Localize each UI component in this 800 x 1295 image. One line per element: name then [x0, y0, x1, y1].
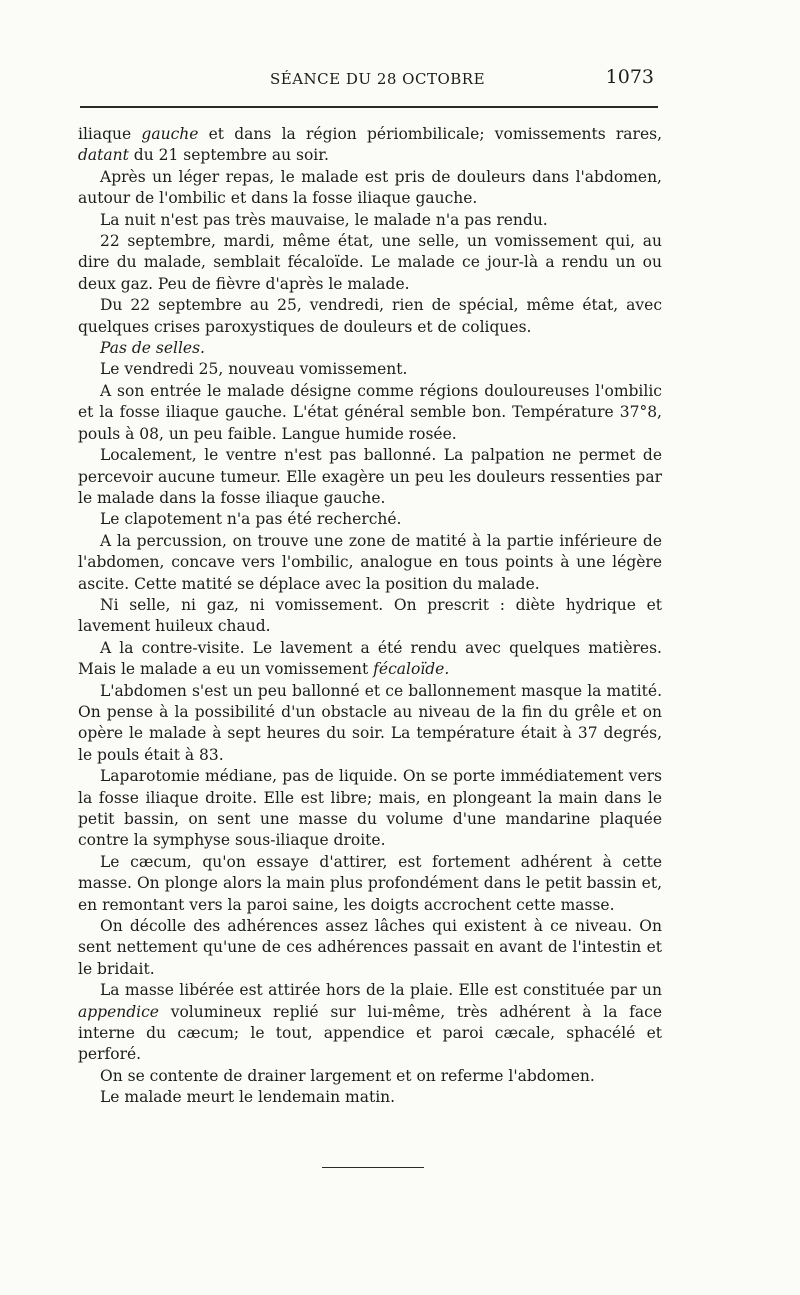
- italic-run: Pas de selles.: [100, 339, 205, 358]
- paragraph: Le clapotement n'a pas été recherché.: [100, 510, 402, 529]
- body-text: [78, 124, 662, 1109]
- paragraph: Après un léger repas, le malade est pris de douleurs dans l'abdomen, autour de l'ombilic et dans la fosse iliaque gauche.: [78, 167, 662, 208]
- paragraph: Laparotomie médiane, pas de liquide. On se porte immédiatement vers la fosse iliaque droite. Elle est libre; mais, en plongeant la main dans le petit bassin, on sent une masse du volume d'une mandarine plaquée contre la symphyse sous-iliaque droite.: [78, 767, 662, 850]
- paragraph: Ni selle, ni gaz, ni vomissement. On prescrit : diète hydrique et lavement huileux chaud.: [78, 595, 662, 636]
- paragraph: On se contente de drainer largement et on referme l'abdomen.: [100, 1066, 595, 1085]
- end-rule: [322, 1167, 424, 1168]
- running-title: SÉANCE DU 28 OCTOBRE: [270, 70, 486, 88]
- paragraph: La nuit n'est pas très mauvaise, le malade n'a pas rendu.: [100, 210, 548, 229]
- italic-run: datant: [78, 146, 129, 165]
- text-run: et dans la région périombilicale; vomissements rares,: [198, 125, 662, 143]
- paragraph: L'abdomen s'est un peu ballonné et ce ballonnement masque la matité. On pense à la possibilité d'un obstacle au niveau de la fin du grêle et on opère le malade à sept heures du soir. La température était à 37 degrés, le pouls était à 83.: [78, 681, 662, 764]
- paragraph: Localement, le ventre n'est pas ballonné. La palpation ne permet de percevoir aucune tumeur. Elle exagère un peu les douleurs ressenties par le malade dans la fosse iliaque gauche.: [78, 446, 662, 507]
- paragraph: Le vendredi 25, nouveau vomissement.: [100, 360, 408, 379]
- header-rule: [80, 106, 658, 108]
- paragraph: [78, 338, 662, 359]
- text-run: A la contre-visite. Le lavement a été rendu avec quelques matières. Mais le malade a eu un vomissement: [78, 638, 662, 679]
- italic-run: gauche: [141, 125, 199, 143]
- paragraph: [78, 124, 662, 167]
- text-run: La masse libérée est attirée hors de la plaie. Elle est constituée par un: [100, 981, 662, 1000]
- paragraph: On décolle des adhérences assez lâches qui existent à ce niveau. On sent nettement qu'une de ces adhérences passait en avant de l'intestin et le bridait.: [78, 917, 662, 978]
- paragraph: Le malade meurt le lendemain matin.: [100, 1088, 396, 1107]
- paragraph: [78, 638, 662, 681]
- page-number: 1073: [605, 66, 654, 88]
- text-run: volumineux replié sur lui-même, très adhérent à la face interne du cæcum; le tout, appendice et paroi cæcale, sphacélé et perforé.: [78, 1002, 662, 1064]
- text-run: iliaque: [78, 125, 142, 143]
- paragraph: [78, 980, 662, 1066]
- text-run: du 21 septembre au soir.: [128, 146, 329, 165]
- running-head: [80, 66, 660, 96]
- paragraph: Du 22 septembre au 25, vendredi, rien de spécial, même état, avec quelques crises paroxystiques de douleurs et de coliques.: [78, 296, 662, 336]
- italic-run: appendice: [78, 1002, 159, 1021]
- paragraph: Le cæcum, qu'on essaye d'attirer, est fortement adhérent à cette masse. On plonge alors la main plus profondément dans le petit bassin et, en remontant vers la paroi saine, les doigts accrochent cette masse.: [78, 852, 662, 914]
- paragraph: 22 septembre, mardi, même état, une selle, un vomissement qui, au dire du malade, semblait fécaloïde. Le malade ce jour-là a rendu un ou deux gaz. Peu de fièvre d'après le malade.: [78, 232, 662, 293]
- italic-run: fécaloïde.: [373, 660, 450, 679]
- paragraph: A son entrée le malade désigne comme régions douloureuses l'ombilic et la fosse iliaque gauche. L'état général semble bon. Température 37°8, pouls à 08, un peu faible. Langue humide rosée.: [78, 381, 662, 443]
- paragraph: A la percussion, on trouve une zone de matité à la partie inférieure de l'abdomen, concave vers l'ombilic, analogue en tous points à une légère ascite. Cette matité se déplace avec la position du malade.: [78, 531, 662, 593]
